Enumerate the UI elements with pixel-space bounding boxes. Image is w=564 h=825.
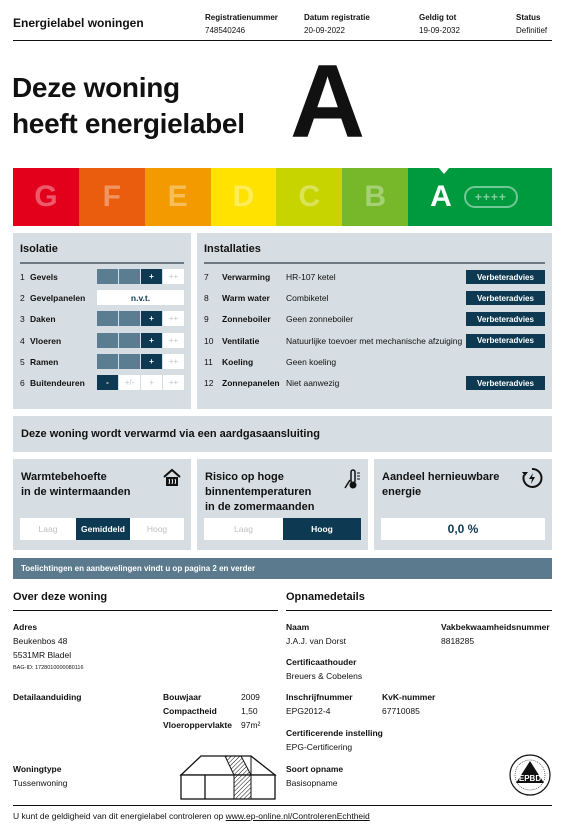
row-name: Daken <box>30 314 56 325</box>
recycle-energy-icon <box>521 467 543 489</box>
installatie-row-koeling <box>204 354 544 370</box>
energy-class-e <box>145 168 211 226</box>
verbeteradvies-button[interactable]: Verbeteradvies <box>466 291 545 305</box>
isolatie-row-gevelpanelen <box>20 290 85 306</box>
row-number: 4 <box>20 335 25 346</box>
isolatie-row-vloeren <box>20 333 61 349</box>
row-name: Gevels <box>30 272 58 282</box>
isolatie-title: Isolatie <box>20 243 58 255</box>
verbeteradvies-button[interactable]: Verbeteradvies <box>466 376 545 390</box>
woningtype-block: Woningtype Tussenwoning <box>13 764 68 788</box>
rating-cell: + <box>141 375 162 390</box>
installaties-rule <box>204 262 545 264</box>
row-name: Vloeren <box>30 335 62 346</box>
certificaathouder-block: Certificaathouder Breuers & Cobelens <box>286 657 363 681</box>
row-number: 3 <box>20 314 25 325</box>
rating-cell <box>97 333 118 348</box>
isolatie-row-daken <box>20 311 56 327</box>
row-value: Niet aanwezig <box>286 378 340 388</box>
rating-cell: + <box>141 269 162 284</box>
rating-cell: +/- <box>119 375 140 390</box>
energy-class-c <box>276 168 342 226</box>
hero-title: Deze woning heeft energielabel <box>12 72 245 139</box>
installaties-panel <box>197 233 552 409</box>
row-value: Geen koeling <box>286 356 337 367</box>
isolatie-rule <box>20 262 184 264</box>
energy-class-letter: D <box>232 180 255 213</box>
risico-title: Risico op hoge binnentemperaturen in de zomermaanden <box>205 471 315 513</box>
hernieuwbaar-value: 0,0 % <box>381 518 545 540</box>
hero-label-letter: A <box>290 44 366 160</box>
option-gemiddeld: Gemiddeld <box>76 518 130 540</box>
row-number: 7 <box>204 272 209 282</box>
active-class-marker <box>438 167 450 174</box>
hernieuwbaar-title: Aandeel hernieuwbare energie <box>382 471 500 498</box>
row-number: 6 <box>20 378 25 388</box>
over-title: Over deze woning <box>13 591 108 603</box>
isolatie-rating-ramen <box>97 354 184 369</box>
energy-label-scale <box>13 168 552 226</box>
rating-cell: - <box>97 375 118 390</box>
explanation-note: Toelichtingen en aanbevelingen vindt u op pagina 2 en verder <box>13 558 552 579</box>
isolatie-rating-gevels <box>97 269 184 284</box>
address-block: Adres Beukenbos 48 5531MR Bladel BAG-ID: 1728010000080116 <box>13 622 84 671</box>
header-rule <box>13 40 552 41</box>
thermometer-icon <box>342 468 362 490</box>
inschrijf-block: Inschrijfnummer EPG2012-4 <box>286 692 353 716</box>
over-rule <box>13 610 278 611</box>
rating-cell <box>97 269 118 284</box>
heating-banner-text: Deze woning wordt verwarmd via een aardgasaansluiting <box>21 428 320 440</box>
rating-cell: ++ <box>163 311 184 326</box>
warmtebehoefte-title: Warmtebehoefte in de wintermaanden <box>21 471 131 498</box>
isolatie-rating-vloeren <box>97 333 184 348</box>
row-name: Zonnepanelen <box>222 378 280 388</box>
footer-text: U kunt de geldigheid van dit energielabel controleren op www.ep-online.nl/ControlerenEchtheid <box>13 811 370 821</box>
energy-class-a <box>408 168 552 226</box>
isolatie-panel <box>13 233 191 409</box>
terraced-house-icon <box>179 753 277 801</box>
rating-cell: + <box>141 311 162 326</box>
rating-cell <box>119 269 140 284</box>
isolatie-row-gevels <box>20 269 58 285</box>
warmtebehoefte-scale <box>20 518 184 540</box>
row-number: 10 <box>204 335 214 346</box>
epbd-logo <box>508 753 552 797</box>
row-number: 9 <box>204 314 209 325</box>
rating-cell: ++ <box>163 354 184 369</box>
valid-until: Geldig tot 19-09-2032 <box>419 13 460 35</box>
rating-cell <box>119 333 140 348</box>
row-name: Buitendeuren <box>30 378 85 388</box>
energy-class-g <box>13 168 79 226</box>
row-number: 8 <box>204 293 209 304</box>
opname-rule <box>286 610 552 611</box>
energy-class-letter: F <box>102 180 121 213</box>
not-applicable: n.v.t. <box>97 290 184 305</box>
row-name: Zonneboiler <box>222 314 271 325</box>
rating-cell: ++ <box>163 375 184 390</box>
row-name: Gevelpanelen <box>30 293 86 304</box>
registration-date: Datum registratie 20-09-2022 <box>304 13 370 35</box>
rating-cell: ++ <box>163 269 184 284</box>
rating-cell <box>119 311 140 326</box>
detail-label: Detailaanduiding <box>13 692 82 702</box>
row-number: 5 <box>20 356 25 367</box>
risico-panel <box>197 459 368 550</box>
woning-spec-values: 2009 1,50 97m² <box>241 692 261 730</box>
energy-class-letter: G <box>34 180 58 213</box>
energy-class-b <box>342 168 408 226</box>
row-value: Combiketel <box>286 293 329 304</box>
instelling-block: Certificerende instelling EPG-Certificering <box>286 728 383 752</box>
energy-class-f <box>79 168 145 226</box>
row-name: Koeling <box>222 356 254 367</box>
energy-class-letter: C <box>298 180 321 213</box>
isolatie-rating-gevelpanelen <box>97 290 184 305</box>
row-number: 2 <box>20 293 25 304</box>
row-value: HR-107 ketel <box>286 272 336 282</box>
rating-cell <box>97 354 118 369</box>
footer-rule <box>13 805 552 806</box>
heating-banner <box>13 416 552 452</box>
kvk-block: KvK-nummer 67710085 <box>382 692 436 716</box>
option-hoog: Hoog <box>130 518 184 540</box>
row-number: 11 <box>204 356 213 367</box>
rating-cell <box>97 311 118 326</box>
verification-link[interactable]: www.ep-online.nl/ControlerenEchtheid <box>225 811 370 821</box>
registration-number: Registratienummer 748540246 <box>205 13 278 35</box>
risico-scale <box>204 518 361 540</box>
epbd-logo-text: EPBD <box>518 774 542 783</box>
energy-class-letter: E <box>167 180 188 213</box>
verbeteradvies-button[interactable]: Verbeteradvies <box>466 334 545 348</box>
row-name: Verwarming <box>222 272 271 282</box>
rating-cell <box>119 354 140 369</box>
house-heat-icon <box>162 468 182 488</box>
row-value: Geen zonneboiler <box>286 314 354 325</box>
energy-class-letter: A <box>430 180 452 213</box>
verbeteradvies-button[interactable]: Verbeteradvies <box>466 270 545 284</box>
isolatie-row-ramen <box>20 354 58 370</box>
isolatie-rating-daken <box>97 311 184 326</box>
row-number: 1 <box>20 272 25 282</box>
row-value: Natuurlijke toevoer met mechanische afzuiging <box>286 335 463 346</box>
row-number: 12 <box>204 378 214 388</box>
hernieuwbaar-panel <box>374 459 552 550</box>
rating-cell: + <box>141 354 162 369</box>
rating-cell: + <box>141 333 162 348</box>
energy-class-d <box>211 168 277 226</box>
woning-specs: Bouwjaar Compactheid Vloeroppervlakte <box>163 692 232 730</box>
row-name: Ramen <box>30 356 59 367</box>
energy-class-letter: B <box>364 180 387 213</box>
option-hoog: Hoog <box>283 518 361 540</box>
vakbekwaam-block: Vakbekwaamheidsnummer 8818285 <box>441 622 550 646</box>
rating-cell: ++ <box>163 333 184 348</box>
isolatie-row-buitendeuren <box>20 375 85 391</box>
isolatie-rating-buitendeuren <box>97 375 184 390</box>
soort-opname-block: Soort opname Basisopname <box>286 764 344 788</box>
verbeteradvies-button[interactable]: Verbeteradvies <box>466 312 545 326</box>
row-name: Warm water <box>222 293 270 304</box>
status: Status Definitief <box>516 13 548 35</box>
opname-title: Opnamedetails <box>286 591 365 603</box>
naam-block: Naam J.A.J. van Dorst <box>286 622 346 646</box>
document-title: Energielabel woningen <box>13 16 144 30</box>
option-laag: Laag <box>20 518 76 540</box>
installaties-title: Installaties <box>204 243 261 255</box>
plus-indicator: ++++ <box>464 186 518 208</box>
option-laag: Laag <box>204 518 283 540</box>
warmtebehoefte-panel <box>13 459 191 550</box>
row-name: Ventilatie <box>222 335 260 346</box>
